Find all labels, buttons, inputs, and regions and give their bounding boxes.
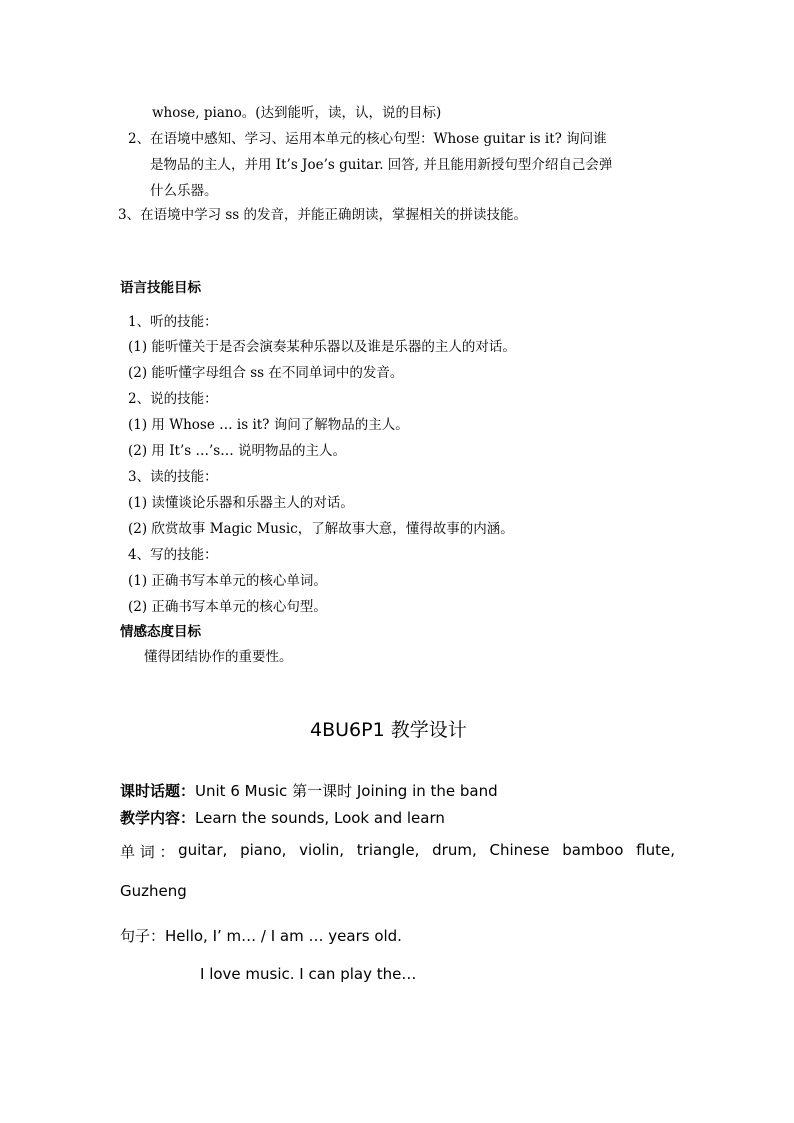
design-title: 4BU6P1 教学设计 [310,719,467,741]
read-item-1: (1) 读懂谈论乐器和乐器主人的对话。 [128,495,354,511]
objective-item-2-line-2: 是物品的主人，并用 It’s Joe’s guitar. 回答, 并且能用新授句型介绍自己会弹 [150,157,613,173]
emotion-text: 懂得团结协作的重要性。 [144,649,293,665]
speak-item-1: (1) 用 Whose … is it? 询问了解物品的主人。 [128,417,409,433]
topic-row [120,780,498,801]
listen-item-1: (1) 能听懂关于是否会演奏某种乐器以及谁是乐器的主人的对话。 [128,339,516,355]
words-continuation: Guzheng [120,882,187,900]
write-item-2: (2) 正确书写本单元的核心句型。 [128,599,327,615]
sentence-1: Hello, I’ m… / I am … years old. [165,927,402,945]
sentence-row [120,925,402,946]
objective-item-2-line-1: 2、在语境中感知、学习、运用本单元的核心句型：Whose guitar is it? 询问谁 [128,131,607,147]
listen-heading: 1、听的技能： [128,314,218,330]
skills-heading: 语言技能目标 [120,280,201,296]
read-heading: 3、读的技能： [128,469,218,485]
speak-heading: 2、说的技能： [128,391,218,407]
read-item-2: (2) 欣赏故事 Magic Music，了解故事大意，懂得故事的内涵。 [128,521,514,537]
topic-value: Unit 6 Music 第一课时 Joining in the band [195,782,498,800]
objective-line-1: whose, piano。(达到能听，读，认，说的目标) [152,105,442,121]
objective-item-2-line-3: 什么乐器。 [150,183,218,199]
sentence-label: 句子： [120,927,166,945]
emotion-heading: 情感态度目标 [120,624,201,640]
objective-item-3: 3、在语境中学习 ss 的发音，并能正确朗读，掌握相关的拼读技能。 [118,207,528,223]
topic-label: 课时话题： [120,782,196,800]
words-row [120,841,675,862]
speak-item-2: (2) 用 It’s …’s… 说明物品的主人。 [128,443,346,459]
words-label: 单 词 ： [120,843,175,861]
content-value: Learn the sounds, Look and learn [195,809,445,827]
content-row [120,807,445,828]
write-heading: 4、写的技能： [128,547,218,563]
sentence-2: I love music. I can play the… [200,965,417,983]
write-item-1: (1) 正确书写本单元的核心单词。 [128,573,327,589]
listen-item-2: (2) 能听懂字母组合 ss 在不同单词中的发音。 [128,365,404,381]
words-value: guitar, piano, violin, triangle, drum, Chinese bamboo flute, [178,841,675,859]
content-label: 教学内容： [120,809,196,827]
